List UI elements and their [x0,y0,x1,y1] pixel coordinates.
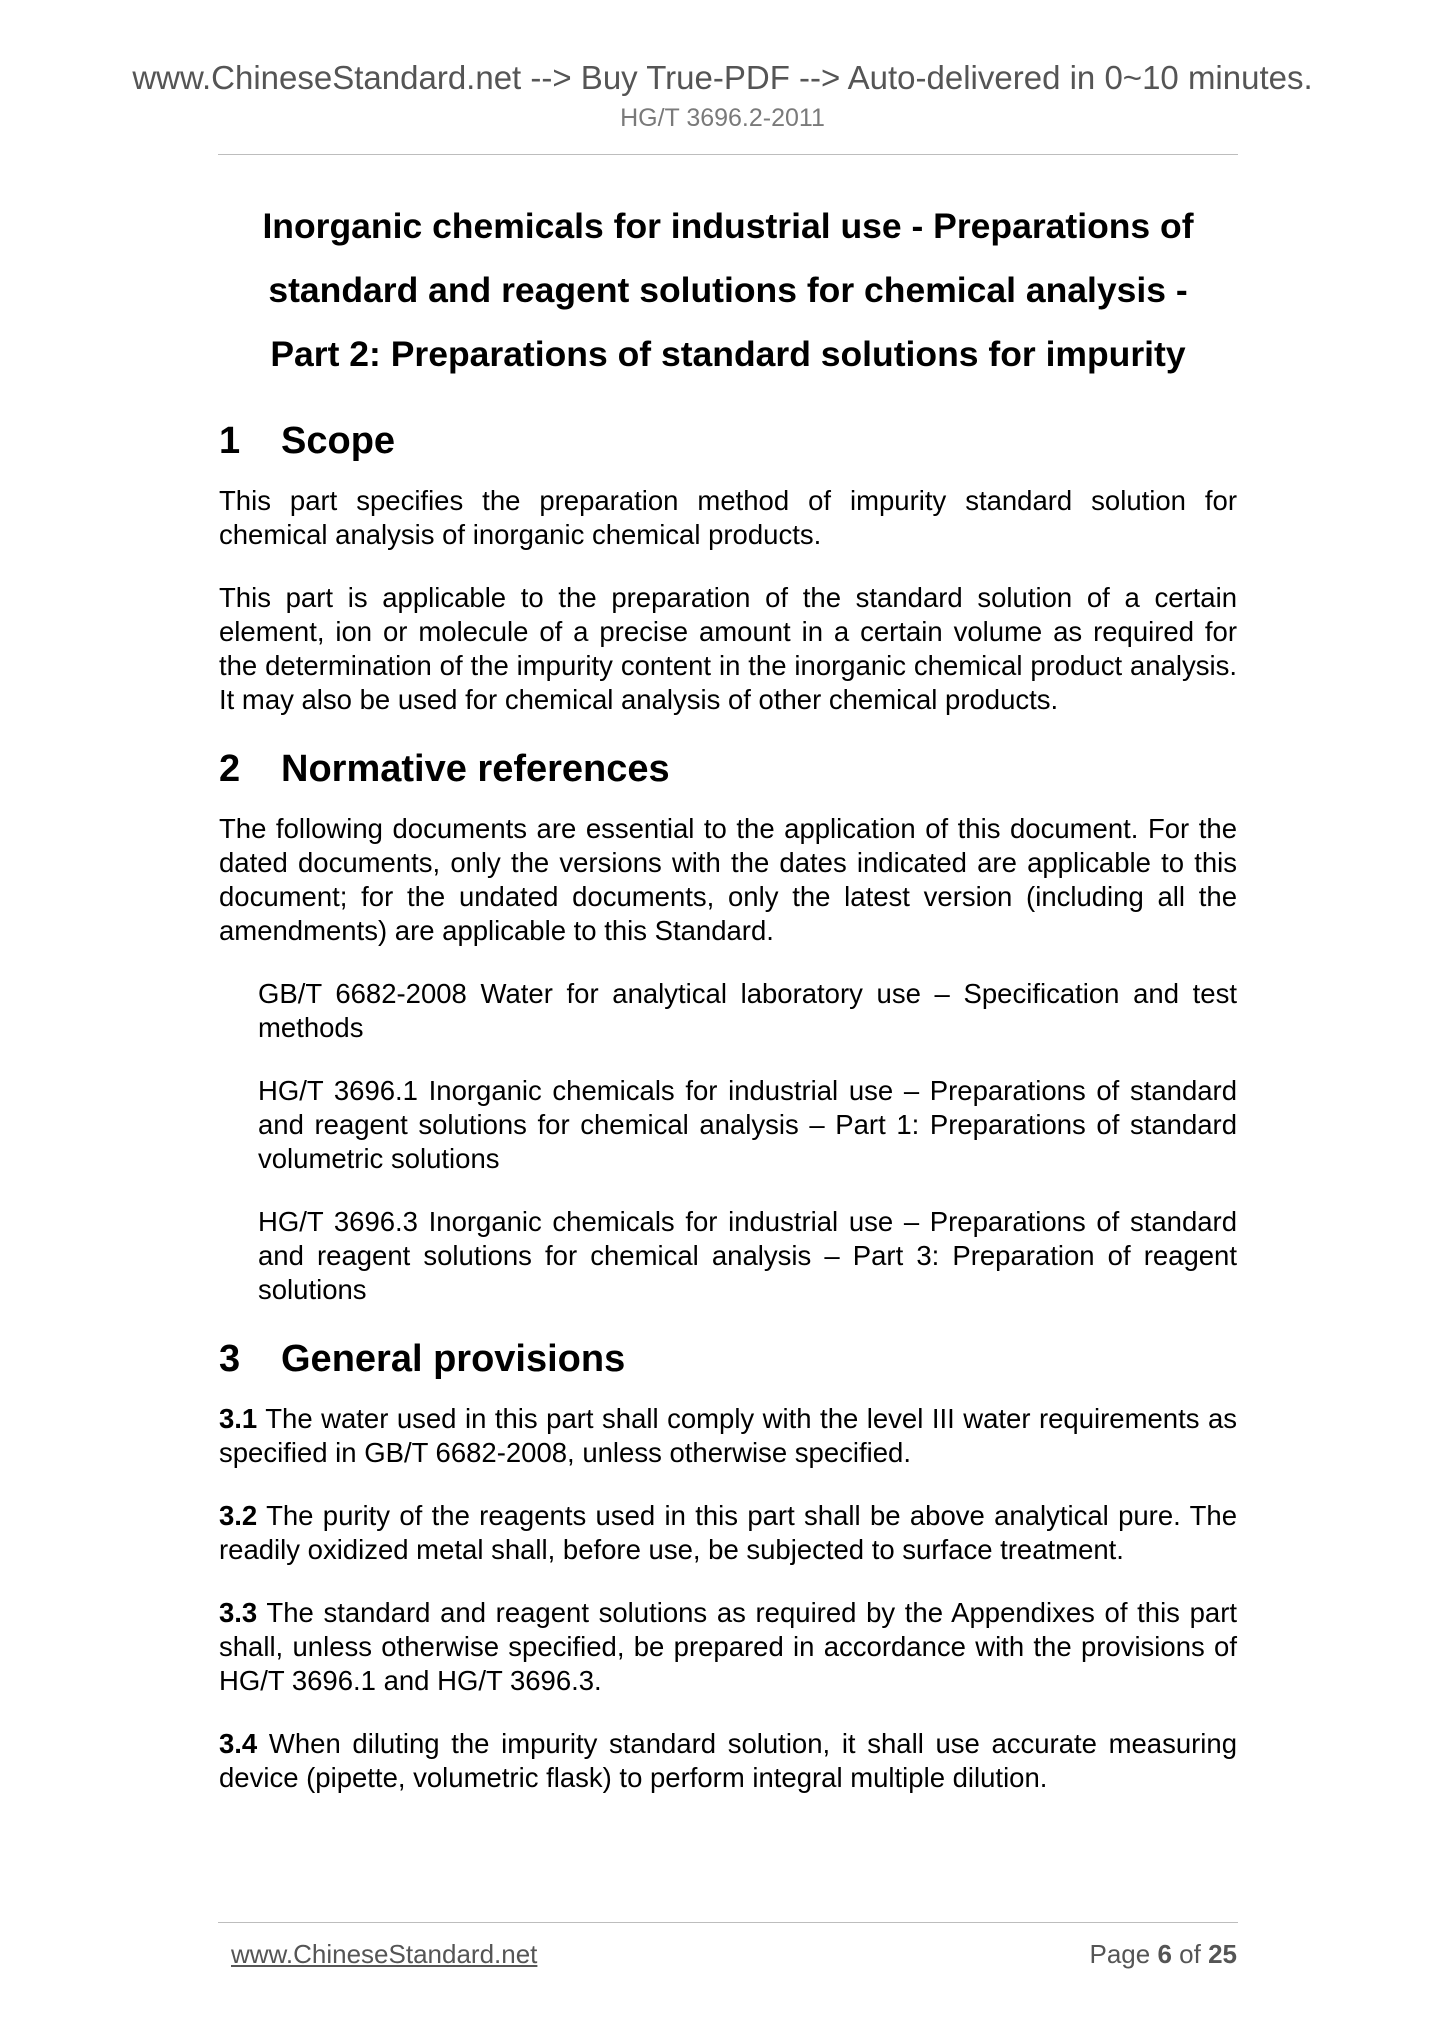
scope-paragraph-2: This part is applicable to the preparation of the standard solution of a certain element, ion or molecule of a precise amount in a certain volume as required for the determination of the impurity content in the inorganic chemical product analysis. It may also be used for chemical analysis of other chemical products. [219,582,1237,715]
title-line-2: standard and reagent solutions for chemical analysis - [268,270,1188,310]
section-heading-normative-references [219,746,1237,792]
section-title: Normative references [281,748,670,790]
header-banner: www.ChineseStandard.net --> Buy True-PDF --> Auto-delivered in 0~10 minutes. [132,59,1313,96]
clause-3-1 [219,1402,1237,1470]
section-number: 2 [219,748,241,790]
page-content [219,194,1237,1795]
clause-text: The standard and reagent solutions as required by the Appendixes of this part shall, unless otherwise specified, be prepared in accordance with the provisions of HG/T 3696.1 and HG/T 3696.3. [219,1597,1237,1696]
header-divider [218,154,1238,155]
page-prefix: Page [1089,1939,1151,1969]
clause-3-2 [219,1499,1237,1567]
total-pages: 25 [1208,1939,1237,1969]
title-line-3: Part 2: Preparations of standard solutions for impurity [270,334,1186,374]
clause-text: The purity of the reagents used in this part shall be above analytical pure. The readily oxidized metal shall, before use, be subjected to surface treatment. [219,1500,1237,1565]
footer-website-link[interactable]: www.ChineseStandard.net [231,1939,538,1969]
page-of: of [1179,1939,1201,1969]
reference-item: GB/T 6682-2008 Water for analytical laboratory use – Specification and test methods [258,978,1237,1043]
section-number: 1 [219,420,241,462]
clause-text: When diluting the impurity standard solution, it shall use accurate measuring device (pipette, volumetric flask) to perform integral multiple dilution. [219,1728,1238,1793]
standard-code: HG/T 3696.2-2011 [620,104,825,132]
section-title: General provisions [281,1338,626,1380]
clause-number: 3.4 [219,1728,258,1759]
section-title: Scope [281,420,396,462]
clause-number: 3.1 [219,1403,258,1434]
clause-number: 3.3 [219,1597,258,1628]
clause-3-3 [219,1596,1237,1698]
section-heading-general-provisions [219,1336,1237,1382]
clause-number: 3.2 [219,1500,258,1531]
page-number [1089,1938,1237,1970]
reference-item: HG/T 3696.1 Inorganic chemicals for industrial use – Preparations of standard and reagent solutions for chemical analysis – Part 1: Preparations of standard volumetric solutions [258,1075,1237,1174]
document-title [219,194,1237,386]
references-intro-paragraph: The following documents are essential to the application of this document. For the dated documents, only the versions with the dates indicated are applicable to this document; for the undated documents, only the latest version (including all the amendments) are applicable to this Standard. [219,813,1237,946]
scope-paragraph-1: This part specifies the preparation method of impurity standard solution for chemical analysis of inorganic chemical products. [219,485,1237,550]
section-number: 3 [219,1338,241,1380]
clause-3-4 [219,1727,1237,1795]
title-line-1: Inorganic chemicals for industrial use - Preparations of [262,206,1194,246]
reference-item: HG/T 3696.3 Inorganic chemicals for industrial use – Preparations of standard and reagent solutions for chemical analysis – Part 3: Preparation of reagent solutions [258,1206,1237,1305]
clause-text: The water used in this part shall comply with the level III water requirements as specified in GB/T 6682-2008, unless otherwise specified. [219,1403,1237,1468]
current-page: 6 [1157,1939,1172,1969]
section-heading-scope [219,418,1237,464]
footer-divider [218,1922,1238,1923]
